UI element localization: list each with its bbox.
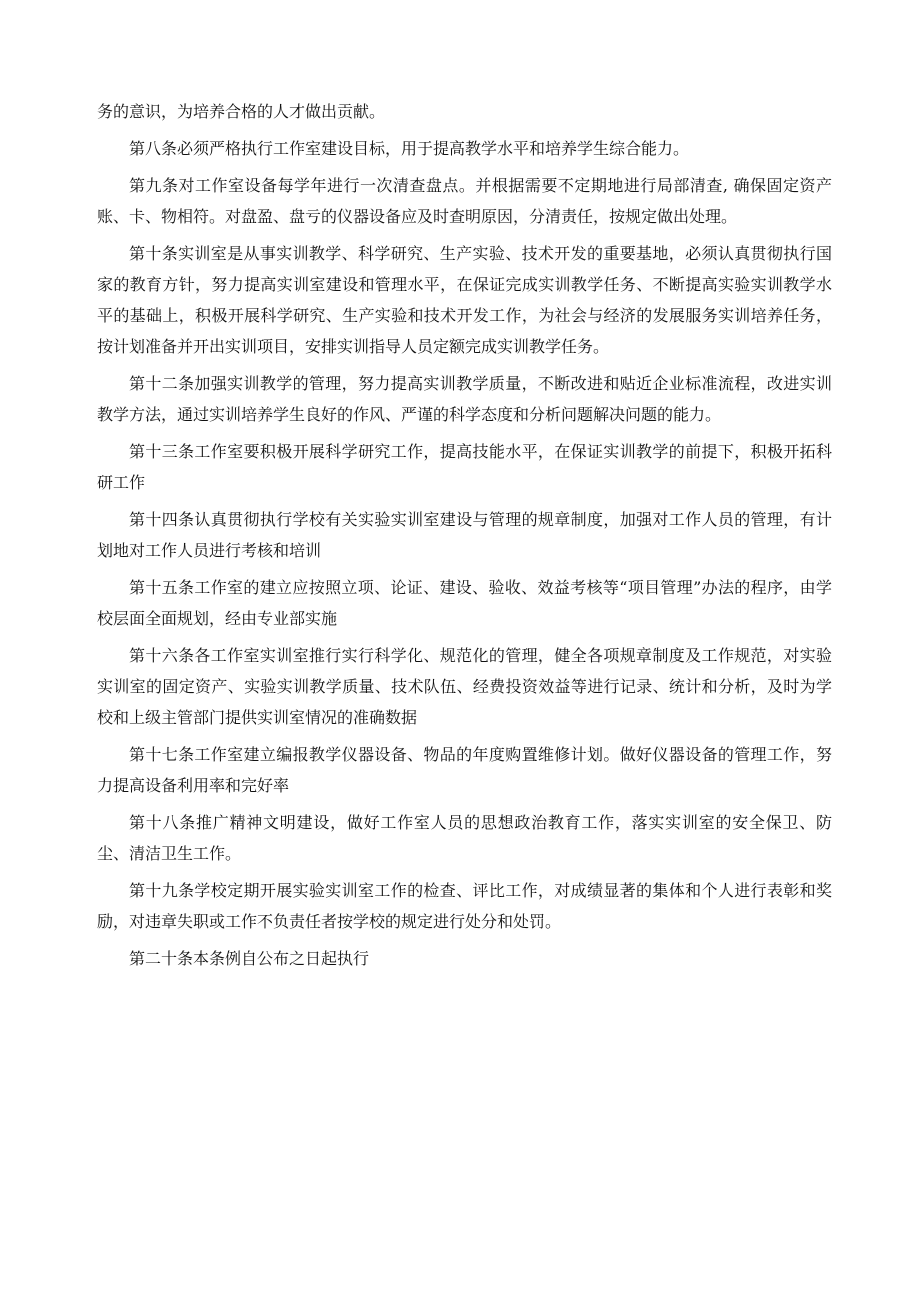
article-17: 第十七条工作室建立编报教学仪器设备、物品的年度购置维修计划。做好仪器设备的管理工作，努力提高设备利用率和完好率 [97,745,832,795]
article-9: 第九条对工作室设备每学年进行一次清查盘点。并根据需要不定期地进行局部清查, 确保固定资产账、卡、物相符。对盘盈、盘亏的仪器设备应及时查明原因，分清责任，按规定做出处理。 [97,176,832,226]
article-15: 第十五条工作室的建立应按照立项、论证、建设、验收、效益考核等“项目管理”办法的程序，由学校层面全面规划，经由专业部实施 [97,578,832,628]
article-14: 第十四条认真贯彻执行学校有关实验实训室建设与管理的规章制度，加强对工作人员的管理，有计划地对工作人员进行考核和培训 [97,510,832,560]
article-12: 第十二条加强实训教学的管理，努力提高实训教学质量，不断改进和贴近企业标准流程，改进实训教学方法，通过实训培养学生良好的作风、严谨的科学态度和分析问题解决问题的能力。 [97,374,832,424]
article-19: 第十九条学校定期开展实验实训室工作的检查、评比工作，对成绩显著的集体和个人进行表彰和奖励，对违章失职或工作不负责任者按学校的规定进行处分和处罚。 [97,881,832,931]
article-13: 第十三条工作室要积极开展科学研究工作，提高技能水平，在保证实训教学的前提下，积极开拓科研工作 [97,442,832,492]
article-18: 第十八条推广精神文明建设，做好工作室人员的思想政治教育工作，落实实训室的安全保卫、防尘、清洁卫生工作。 [97,813,832,863]
article-20: 第二十条本条例自公布之日起执行 [129,949,370,968]
document-body [97,96,832,980]
article-16: 第十六条各工作室实训室推行实行科学化、规范化的管理，健全各项规章制度及工作规范，对实验实训室的固定资产、实验实训教学质量、技术队伍、经费投资效益等进行记录、统计和分析，及时为学校和上级主管部门提供实训室情况的准确数据 [97,646,832,727]
article-10: 第十条实训室是从事实训教学、科学研究、生产实验、技术开发的重要基地，必须认真贯彻执行国家的教育方针，努力提高实训室建设和管理水平，在保证完成实训教学任务、不断提高实验实训教学水平的基础上，积极开展科学研究、生产实验和技术开发工作，为社会与经济的发展服务实训培养任务，按计划准备并开出实训项目，安排实训指导人员定额完成实训教学任务。 [97,244,832,356]
paragraph-continuation: 务的意识，为培养合格的人才做出贡献。 [97,102,386,121]
article-8: 第八条必须严格执行工作室建设目标，用于提高教学水平和培养学生综合能力。 [129,139,690,158]
